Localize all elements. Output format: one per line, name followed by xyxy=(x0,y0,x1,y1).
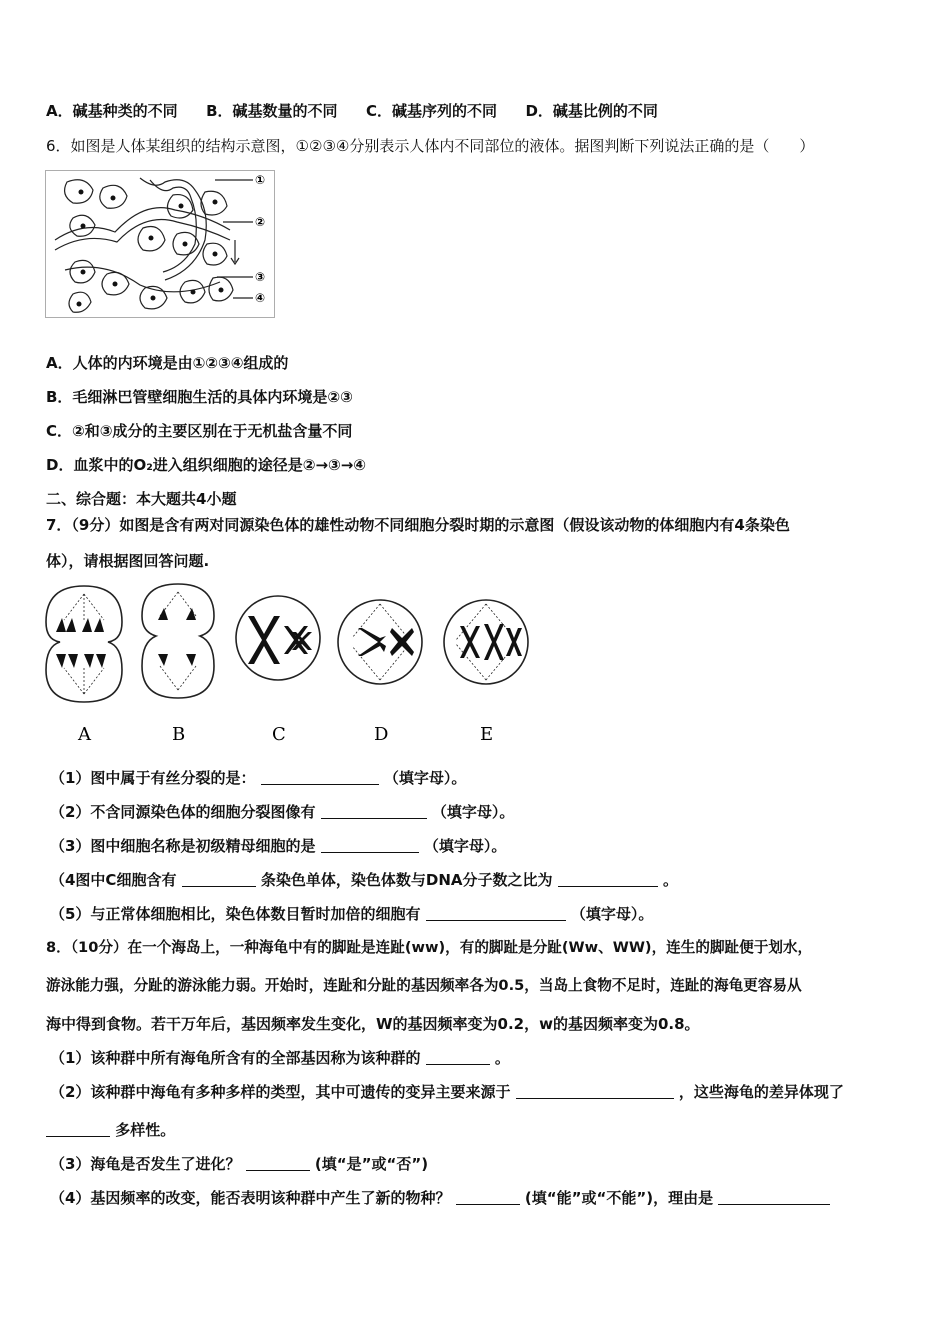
tissue-structure-figure xyxy=(45,170,275,318)
q8-line2: 游泳能力强，分趾的游泳能力弱。开始时，连趾和分趾的基因频率各为0.5，当岛上食物不足时，连趾的海龟更容易从 xyxy=(46,977,802,994)
q7-sub3 xyxy=(50,836,506,856)
cell-label-b: B xyxy=(172,724,186,745)
cell-label-d: D xyxy=(374,724,389,745)
q5-option-a: A．碱基种类的不同 xyxy=(46,102,178,120)
q8-sub4-text: （4）基因频率的改变，能否表明该种群中产生了新的物种？ xyxy=(50,1189,451,1207)
answer-blank[interactable] xyxy=(516,1082,674,1099)
q7-stem-line2: 体），请根据图回答问题. xyxy=(46,552,210,570)
q5-option-d: D．碱基比例的不同 xyxy=(525,102,658,120)
q8-line3: 海中得到食物。若干万年后，基因频率发生变化，W的基因频率变为0.2，w的基因频率变为0.8。 xyxy=(46,1015,700,1033)
q7-sub4-mid: 条染色单体，染色体数与DNA分子数之比为 xyxy=(260,871,553,889)
answer-blank[interactable] xyxy=(261,768,379,785)
q6-option-d: D．血浆中的O₂进入组织细胞的途径是②→③→④ xyxy=(46,456,367,474)
q8-sub3 xyxy=(50,1154,428,1174)
answer-blank[interactable] xyxy=(426,904,566,921)
q7-sub2 xyxy=(50,802,514,822)
q7-sub4-suffix: 。 xyxy=(663,871,679,889)
q7-sub2-text: （2）不含同源染色体的细胞分裂图像有 xyxy=(50,803,316,821)
section-heading: 二、综合题：本大题共4小题 xyxy=(46,490,237,508)
q5-option-b: B．碱基数量的不同 xyxy=(206,102,338,120)
answer-blank[interactable] xyxy=(718,1188,830,1205)
answer-blank[interactable] xyxy=(321,836,419,853)
answer-blank[interactable] xyxy=(426,1048,490,1065)
q7-stem-line1: 7．（9分）如图是含有两对同源染色体的雄性动物不同细胞分裂时期的示意图（假设该动物的体细胞内有4条染色 xyxy=(46,516,790,534)
q8-sub2-cont xyxy=(46,1120,175,1140)
answer-blank[interactable] xyxy=(456,1188,520,1205)
q8-sub3-text: （3）海龟是否发生了进化？ xyxy=(50,1155,241,1173)
q7-sub2-suffix: （填字母）。 xyxy=(431,803,515,821)
q8-sub1-text: （1）该种群中所有海龟所含有的全部基因称为该种群的 xyxy=(50,1049,421,1067)
q8-sub2 xyxy=(50,1082,844,1102)
tissue-label-3: ③ xyxy=(255,270,266,284)
answer-blank[interactable] xyxy=(558,870,658,887)
q6-option-c: C．②和③成分的主要区别在于无机盐含量不同 xyxy=(46,422,353,440)
q7-sub5 xyxy=(50,904,653,924)
answer-blank[interactable] xyxy=(246,1154,310,1171)
q8-sub1 xyxy=(50,1048,510,1068)
q7-sub4-text: （4图中C细胞含有 xyxy=(50,871,177,889)
q8-sub4 xyxy=(50,1188,830,1208)
q8-sub3-suffix: (填“是”或“否”) xyxy=(314,1155,429,1173)
q7-sub5-suffix: （填字母）。 xyxy=(570,905,654,923)
tissue-label-2: ② xyxy=(255,215,266,229)
cell-label-a: A xyxy=(78,724,91,745)
q7-sub1 xyxy=(50,768,466,788)
cell-label-c: C xyxy=(272,724,286,745)
q5-options-row xyxy=(46,101,658,121)
answer-blank[interactable] xyxy=(182,870,256,887)
q8-sub4-mid: (填“能”或“不能”)，理由是 xyxy=(524,1189,714,1207)
q7-sub3-text: （3）图中细胞名称是初级精母细胞的是 xyxy=(50,837,316,855)
q6-stem: 6．如图是人体某组织的结构示意图，①②③④分别表示人体内不同部位的液体。据图判断下列说法正确的是（ ） xyxy=(46,137,815,155)
tissue-label-1: ① xyxy=(255,173,266,187)
q7-sub3-suffix: （填字母）。 xyxy=(423,837,507,855)
q7-sub1-text: （1）图中属于有丝分裂的是： xyxy=(50,769,256,787)
tissue-label-4: ④ xyxy=(255,291,266,305)
cell-division-figure xyxy=(40,580,540,750)
q7-sub5-text: （5）与正常体细胞相比，染色体数目暂时加倍的细胞有 xyxy=(50,905,421,923)
q8-sub2-suffix: ，这些海龟的差异体现了 xyxy=(678,1083,844,1101)
q8-sub2-text: （2）该种群中海龟有多种多样的类型，其中可遗传的变异主要来源于 xyxy=(50,1083,511,1101)
q8-sub1-suffix: 。 xyxy=(494,1049,510,1067)
answer-blank[interactable] xyxy=(46,1120,110,1137)
q7-sub1-suffix: （填字母）。 xyxy=(383,769,467,787)
q6-option-a: A．人体的内环境是由①②③④组成的 xyxy=(46,354,289,372)
q8-line1: 8．（10分）在一个海岛上，一种海龟中有的脚趾是连趾(ww)，有的脚趾是分趾(Ww、WW)，连生的脚趾便于划水， xyxy=(46,939,813,956)
q5-option-c: C．碱基序列的不同 xyxy=(366,102,498,120)
answer-blank[interactable] xyxy=(321,802,427,819)
q6-option-b: B．毛细淋巴管壁细胞生活的具体内环境是②③ xyxy=(46,388,353,406)
cell-label-e: E xyxy=(480,724,494,745)
q7-sub4 xyxy=(50,870,678,890)
q8-sub2-cont-text: 多样性。 xyxy=(115,1121,176,1139)
